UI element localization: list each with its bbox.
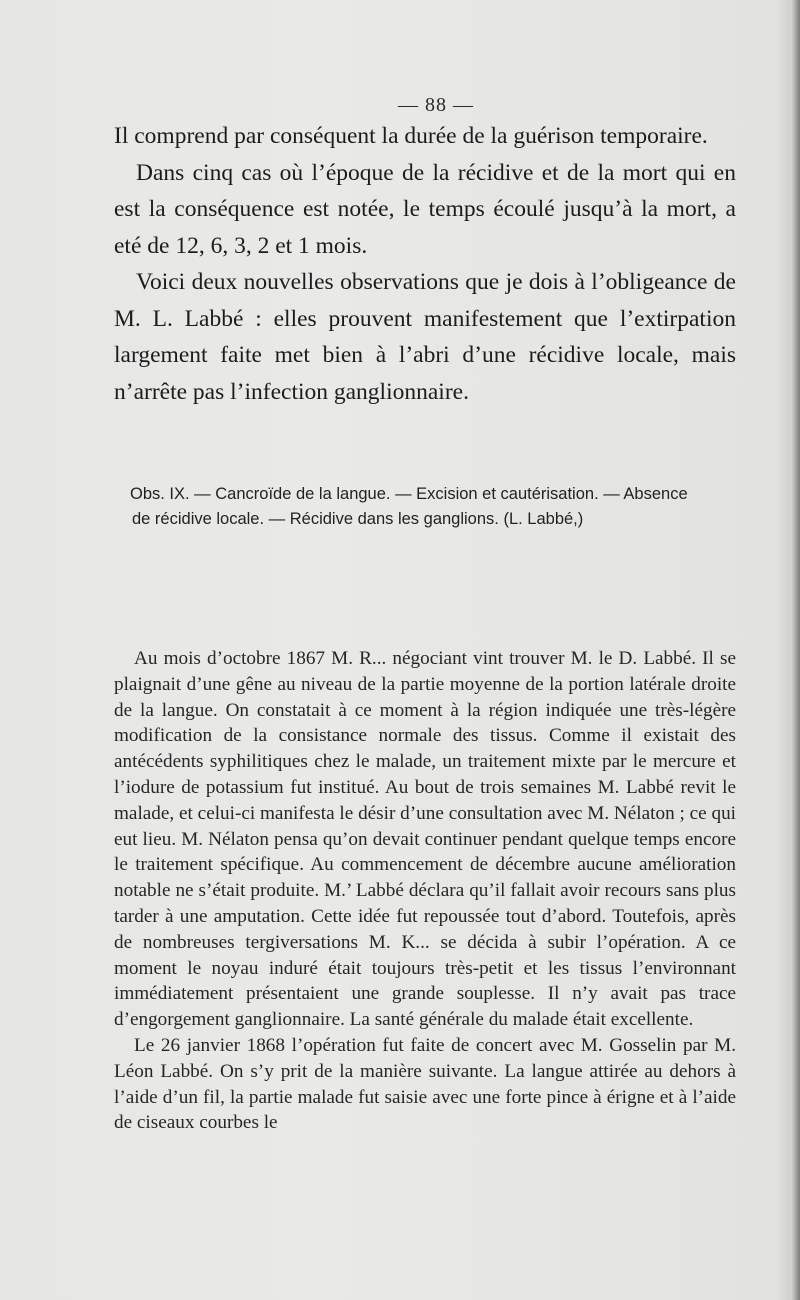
lead-paragraph: Il comprend par conséquent la durée de la guérison temporaire. <box>114 123 708 149</box>
lead-paragraph: Voici deux nouvelles observations que je dois à l’obligeance de M. L. Labbé : elles prouvent manifestement que l’extirpation largement faite met bien à l’abri d’une récidive locale, mais n’arrête pas l’infection ganglionnaire. <box>114 269 736 405</box>
page-number: — 88 — <box>398 94 474 116</box>
observation-heading-line: Obs. IX. — Cancroïde de la langue. — Excision et cautérisation. — Absence <box>130 485 688 503</box>
body-paragraph: Le 26 janvier 1868 l’opération fut faite de concert avec M. Gosselin par M. Léon Labbé. On s’y prit de la manière suivante. La langue attirée au dehors à l’aide d’un fil, la partie malade fut saisie avec une forte pince à érigne et à l’aide de ciseaux courbes le <box>114 1034 736 1134</box>
observation-heading <box>130 482 740 531</box>
page-edge-shadow <box>791 0 800 1300</box>
lead-text <box>114 118 736 410</box>
body-paragraph: Au mois d’octobre 1867 M. R... négociant vint trouver M. le D. Labbé. Il se plaignait d’une gêne au niveau de la partie moyenne de la portion latérale droite de la langue. On constatait à ce moment à la région indiquée une très-légère modification de la consistance normale des tissus. Comme il existait des antécédents syphilitiques chez le malade, un traitement mixte par le mercure et l’iodure de potassium fut institué. Au bout de trois semaines M. Labbé revit le malade, et celui-ci manifesta le désir d’une consultation avec M. Nélaton ; ce qui eut lieu. M. Nélaton pensa qu’on devait continuer pendant quelque temps encore le traitement spécifique. Au commencement de décembre aucune amélioration notable ne s’était produite. M.’ Labbé déclara qu’il fallait avoir recours sans plus tarder à une amputation. Cette idée fut repoussée tout d’abord. Toutefois, après de nombreuses tergiversations M. K... se décida à subir l’opération. A ce moment le noyau induré était toujours très-petit et les tissus l’environnant immédiatement présentaient une grande souplesse. Il n’y avait pas trace d’engorgement ganglionnaire. La santé générale du malade était excellente. <box>114 648 736 1031</box>
observation-body <box>114 646 736 1136</box>
observation-heading-line: de récidive locale. — Récidive dans les ganglions. (L. Labbé,) <box>132 509 584 528</box>
lead-paragraph: Dans cinq cas où l’époque de la récidive et de la mort qui en est la conséquence est notée, le temps écoulé jusqu’à la mort, a eté de 12, 6, 3, 2 et 1 mois. <box>114 159 736 259</box>
